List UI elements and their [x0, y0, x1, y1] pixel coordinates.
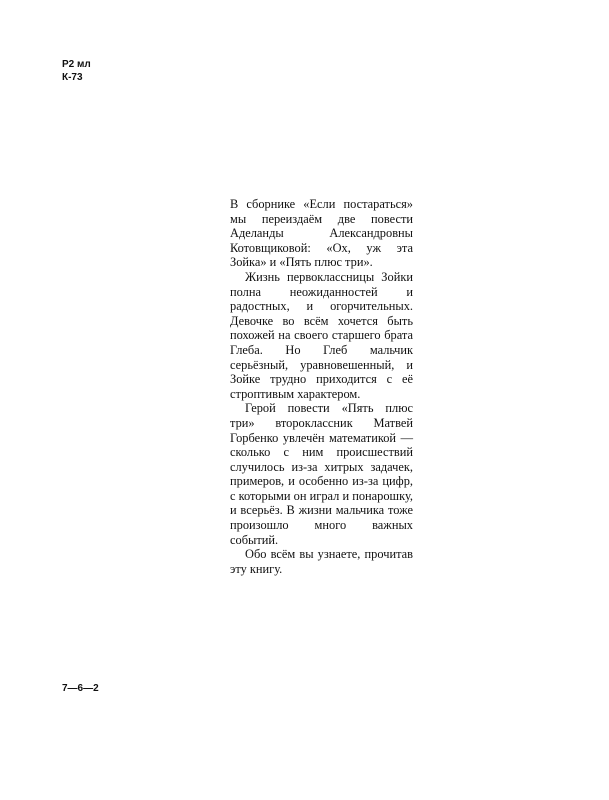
classification-code: Р2 мл	[62, 59, 91, 70]
annotation-paragraph: Жизнь первоклассницы Зойки полна неожиданностей и радостных, и огорчительных. Девочке во всём хочется быть похожей на своего старшего брата Глеба. Но Глеб мальчик серьёзный, уравновешенный, и Зойке трудно приходится с её строптивым характером.	[230, 269, 413, 401]
annotation-paragraph: Герой повести «Пять плюс три» второклассник Матвей Горбенко увлечён математикой — сколько с ним происшествий случилось из-за хитрых задачек, примеров, и особенно из-за цифр, с которыми он играл и понарошку, и всерьёз. В жизни мальчика тоже произошло много важных событий.	[230, 401, 413, 547]
author-mark: К-73	[62, 72, 83, 83]
annotation-paragraph: В сборнике «Если постараться» мы переиздаём две повести Аделанды Александровны Котовщиковой: «Ох, уж эта Зойка» и «Пять плюс три».	[230, 197, 413, 270]
catalog-index	[62, 58, 91, 84]
annotation-text	[230, 197, 413, 576]
publication-code: 7—6—2	[62, 683, 99, 694]
annotation-paragraph: Обо всём вы узнаете, прочитав эту книгу.	[230, 547, 413, 576]
